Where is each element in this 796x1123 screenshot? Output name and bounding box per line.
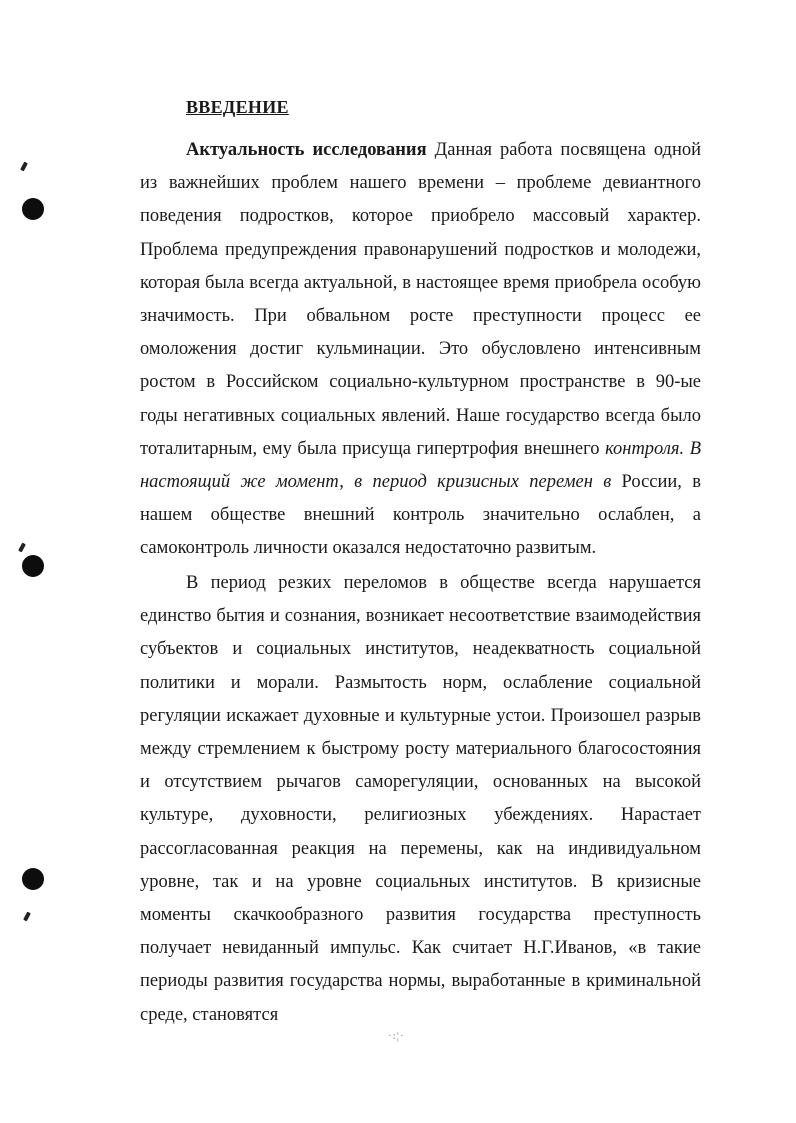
scan-speck: [20, 162, 28, 172]
scan-speck: [23, 912, 31, 922]
scan-speck: [18, 543, 26, 553]
scan-noise: ·:¦·: [388, 1030, 405, 1042]
paragraph-text: Данная работа посвящена одной из важнейших проблем нашего времени – проблеме девиантного поведения подростков, которое приобрело массовый характер. Проблема предупреждения правонарушений подростков и молодежи, которая была всегда актуальной, в настоящее время приобрела особую значимость. При обвальном росте преступности процесс ее омоложения достиг кульминации. Это обусловлено интенсивным ростом в Российском социально-культурном пространстве в 90-ые годы негативных социальных явлений. Наше государство всегда было тоталитарным, ему была присуща гипертрофия внешнего: [140, 140, 702, 459]
section-heading: ВВЕДЕНИЕ: [186, 97, 289, 117]
punch-hole: [22, 198, 44, 220]
paragraph-text: России, в нашем обществе внешний контроль значительно ослаблен, а самоконтроль личности оказался недостаточно развитым.: [140, 472, 701, 559]
lead-phrase: Актуальность исследования: [186, 140, 427, 160]
paragraph-crisis: В период резких переломов в обществе всегда нарушается единство бытия и сознания, возникает несоответствие взаимодействия субъектов и социальных институтов, неадекватность социальной политики и морали. Размытость норм, ослабление социальной регуляции искажает духовные и культурные устои. Произошел разрыв между стремлением к быстрому росту материального благосостояния и отсутствием рычагов саморегуляции, основанных на высокой культуре, духовности, религиозных убеждениях. Нарастает рассогласованная реакция на перемены, как на индивидуальном уровне, так и на уровне социальных институтов. В кризисные моменты скачкообразного развития государства преступность получает невиданный импульс. Как считает Н.Г.Иванов, «в такие периоды развития государства нормы, выработанные в криминальной среде, становятся: [140, 573, 701, 1025]
punch-hole: [22, 555, 44, 577]
paragraph-relevance: [140, 134, 701, 566]
paragraph-italic-text: контроля. В настоящий же момент, в период кризисных перемен в: [140, 438, 701, 493]
punch-hole: [22, 868, 44, 890]
